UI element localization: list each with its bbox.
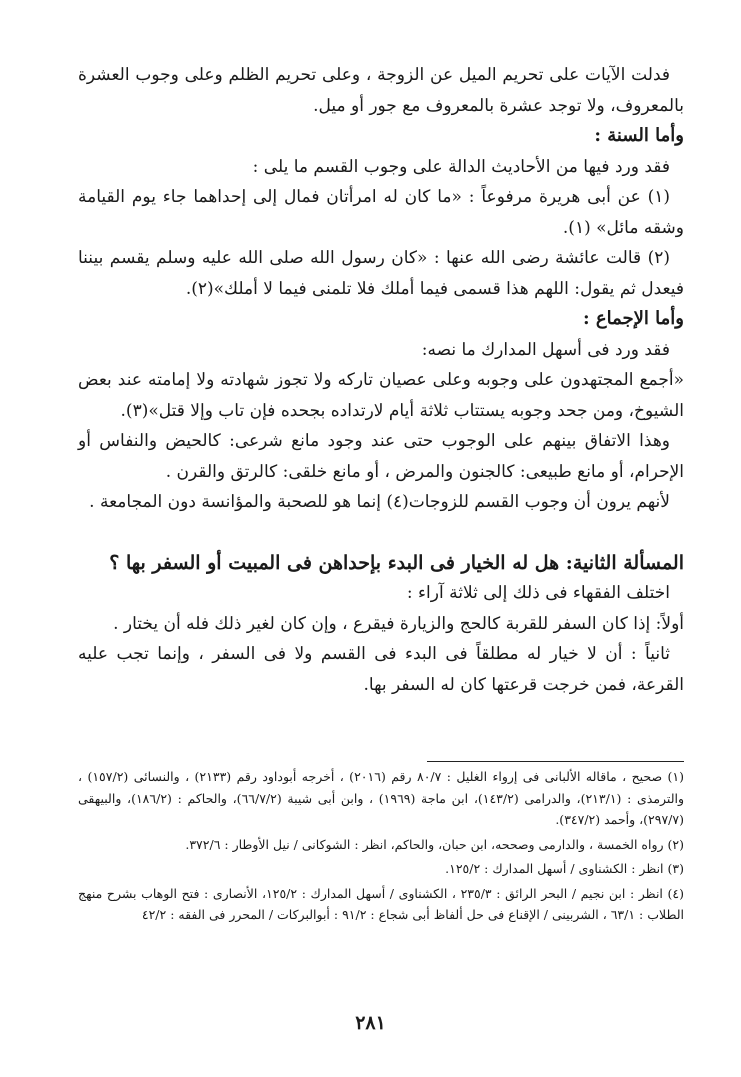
section-question-title: المسألة الثانية: هل له الخيار فى البدء بإحداهن فى المبيت أو السفر بها ؟: [109, 551, 684, 574]
paragraph-reason: لأنهم يرون أن وجوب القسم للزوجات(٤) إنما هو للصحبة والمؤانسة دون المجامعة .: [89, 492, 670, 512]
sunnah-heading: وأما السنة :: [594, 125, 684, 146]
paragraph-hadith-2: (٢) قالت عائشة رضى الله عنها : «كان رسول الله صلى الله عليه وسلم يقسم بيننا فيعدل ثم يقول: اللهم هذا قسمى فيما أملك فلا تلمنى فيما لا أملك»(٢).: [78, 248, 684, 299]
paragraph-sunnah-intro: فقد ورد فيها من الأحاديث الدالة على وجوب القسم ما يلى :: [252, 156, 670, 177]
paragraph-hadith-1: (١) عن أبى هريرة مرفوعاً : «ما كان له امرأتان فمال إلى إحداهما جاء يوم القيامة وشقه مائل» (١).: [78, 187, 684, 238]
main-text: [78, 60, 684, 700]
paragraph-differ-intro: اختلف الفقهاء فى ذلك إلى ثلاثة آراء :: [406, 583, 670, 603]
footnote-2: (٢) رواه الخمسة ، والدارمى وصححه، ابن حبان، والحاكم، انظر : الشوكانى / نيل الأوطار : ٣٧٢/٦.: [185, 836, 684, 852]
footnote-divider: [427, 761, 684, 762]
paragraph-agreement: وهذا الاتفاق بينهم على الوجوب حتى عند وجود مانع شرعى: كالحيض والنفاس أو الإحرام، أو مانع طبيعى: كالجنون والمرض ، أو مانع خلقى: كالرتق والقرن .: [78, 431, 684, 482]
footnote-4: (٤) انظر : ابن نجيم / البحر الرائق : ٢٣٥/٣ ، الكشناوى / أسهل المدارك : ١٢٥/٢، الأنصارى : فتح الوهاب بشرح منهج الطلاب : ٦٣/١ ، الشربينى / الإقناع فى حل ألفاظ أبى شجاع : ٩١/٢ : أبوالبركات / المحرر فى الفقه : ٤٢/٢: [78, 885, 684, 922]
page-number: ٢٨١: [355, 1012, 386, 1034]
paragraph-opinion-1: أولاً: إذا كان السفر للقربة كالحج والزيارة فيقرع ، وإن كان لغير ذلك فله أن يختار .: [113, 613, 684, 634]
paragraph-ijma-quote: «أجمع المجتهدون على وجوبه وعلى عصيان تاركه ولا تجوز شهادته ولا إمامته عند بعض الشيوخ، ومن جحد وجوبه يستتاب ثلاثة أيام لارتداده بجحده فإن تاب وإلا قتل»(٣).: [78, 370, 684, 421]
footnotes: [78, 766, 684, 929]
footnote-3: (٣) انظر : الكشناوى / أسهل المدارك : ١٢٥/٢.: [445, 861, 684, 876]
paragraph-opinion-2: ثانياً : أن لا خيار له مطلقاً فى البدء فى القسم ولا فى السفر ، وإنما تجب عليه القرعة، فمن خرجت قرعتها كان له السفر بها.: [78, 644, 684, 695]
ijma-heading: وأما الإجماع :: [582, 308, 684, 329]
paragraph-intro: فدلت الآيات على تحريم الميل عن الزوجة ، وعلى تحريم الظلم وعلى وجوب العشرة بالمعروف، ولا توجد عشرة بالمعروف مع جور أو ميل.: [78, 65, 684, 116]
footnote-1: (١) صحيح ، ماقاله الألبانى فى إرواء الغليل : ٨٠/٧ رقم (٢٠١٦) ، أخرجه أبوداود رقم (٢١٣٣) ، والنسائى (١٥٧/٢) ، والترمذى : (٢١٣/١)، والدرامى (١٤٣/٢)، ابن ماجة (١٩٦٩) ، وابن أبى شيبة (٦٦/٧/٢)، والحاكم : (١٨٦/٢)، والبيهقى (٢٩٧/٧)، وأحمد (٣٤٧/٢).: [78, 769, 685, 827]
paragraph-ijma-intro: فقد ورد فى أسهل المدارك ما نصه:: [421, 339, 670, 360]
